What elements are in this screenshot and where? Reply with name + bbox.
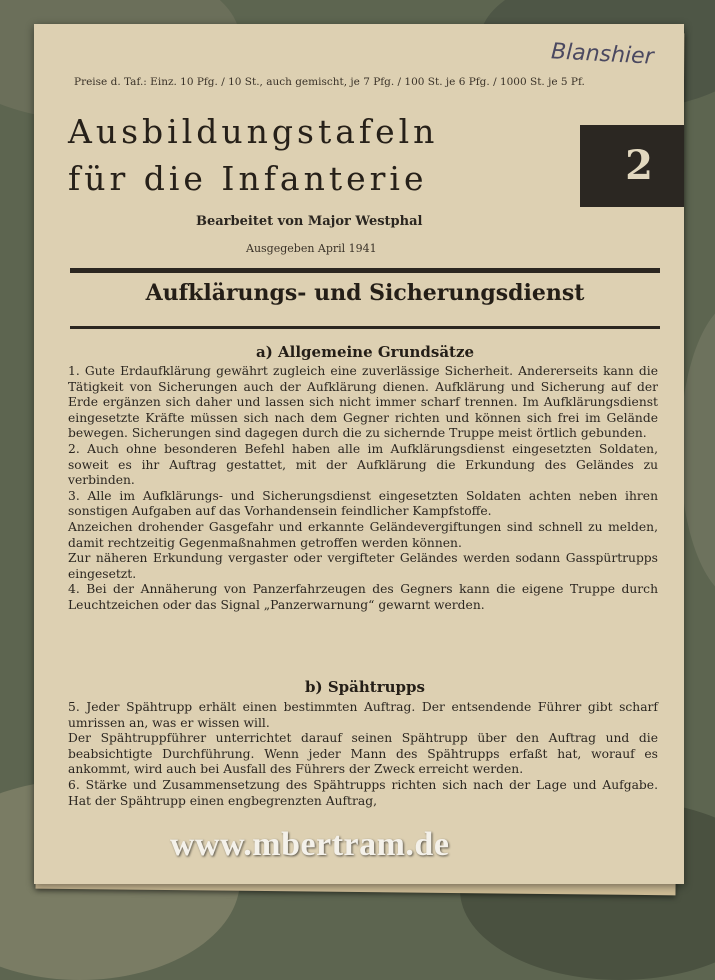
camo-patch xyxy=(680,300,715,600)
subsection-heading-a: a) Allgemeine Grundsätze xyxy=(255,343,475,361)
training-sheet xyxy=(34,24,684,884)
handwritten-note: Blanshier xyxy=(550,39,655,70)
divider xyxy=(70,326,660,329)
paragraph: Der Spähtruppführer unterrichtet darauf seinen Spähtrupp über den Auftrag und die beabsichtigte Durchführung. Wenn jeder Mann des Spähtrupps erfaßt hat, worauf es ankommt, wird auch bei Ausfall des Führers der Zweck erreicht werden. xyxy=(68,731,658,777)
paragraph: Zur näheren Erkundung vergaster oder vergifteter Geländes werden sodann Gasspürtrupps eingesetzt. xyxy=(68,551,658,581)
divider xyxy=(70,268,660,273)
watermark-text: www.mbertram.de xyxy=(170,826,450,863)
paragraph: 4. Bei der Annäherung von Panzerfahrzeugen des Gegners kann die eigene Truppe durch Leuchtzeichen oder das Signal „Panzerwarnung“ gewarnt werden. xyxy=(68,582,658,612)
section-title: Aufklärungs- und Sicherungsdienst xyxy=(145,280,585,306)
title-line-1: Ausbildungstafeln xyxy=(68,112,439,151)
paragraph: 6. Stärke und Zusammensetzung des Spähtrupps richten sich nach der Lage und Aufgabe. Hat der Spähtrupp einen engbegrenzten Auftrag, xyxy=(68,777,658,808)
paragraph: 2. Auch ohne besonderen Befehl haben alle im Aufklärungsdienst eingesetzten Soldaten, soweit es ihr Auftrag gestattet, mit der Aufklärung die Erkundung des Geländes zu verbinden. xyxy=(68,441,658,488)
paragraph: 1. Gute Erdaufklärung gewährt zugleich eine zuverlässige Sicherheit. Andererseits kann die Tätigkeit von Sicherungen auch der Aufklärung dienen. Aufklärung und Sicherung auf der Erde ergänzen sich daher und lassen sich nicht immer scharf trennen. Im Aufklärungsdienst eingesetzte Kräfte müssen sich nach dem Gegner richten und können sich frei im Gelände bewegen. Sicherungen sind dagegen durch die zu sichernde Truppe meist örtlich gebunden. xyxy=(68,364,658,441)
title-line-2: für die Infanterie xyxy=(68,159,428,198)
paragraph: 3. Alle im Aufklärungs- und Sicherungsdienst eingesetzten Soldaten achten neben ihren sonstigen Aufgaben auf das Vorhandensein feindlicher Kampfstoffe. xyxy=(68,488,658,519)
issue-date: Ausgegeben April 1941 xyxy=(246,242,377,255)
paragraph: 5. Jeder Spähtrupp erhält einen bestimmten Auftrag. Der entsendende Führer gibt scharf umrissen an, was er wissen will. xyxy=(68,700,658,730)
price-line: Preise d. Taf.: Einz. 10 Pfg. / 10 St., auch gemischt, je 7 Pfg. / 100 St. je 6 Pfg. / 1000 St. je 5 Pf. xyxy=(74,76,585,88)
subsection-b-body xyxy=(68,700,658,809)
author-line: Bearbeitet von Major Westphal xyxy=(196,214,423,229)
paragraph: Anzeichen drohender Gasgefahr und erkannte Geländevergiftungen sind schnell zu melden, damit rechtzeitig Gegenmaßnahmen getroffen werden können. xyxy=(68,519,658,550)
subsection-a-body xyxy=(68,364,658,614)
sheet-number-badge: 2 xyxy=(580,125,684,207)
subsection-heading-b: b) Spähtrupps xyxy=(305,678,425,696)
